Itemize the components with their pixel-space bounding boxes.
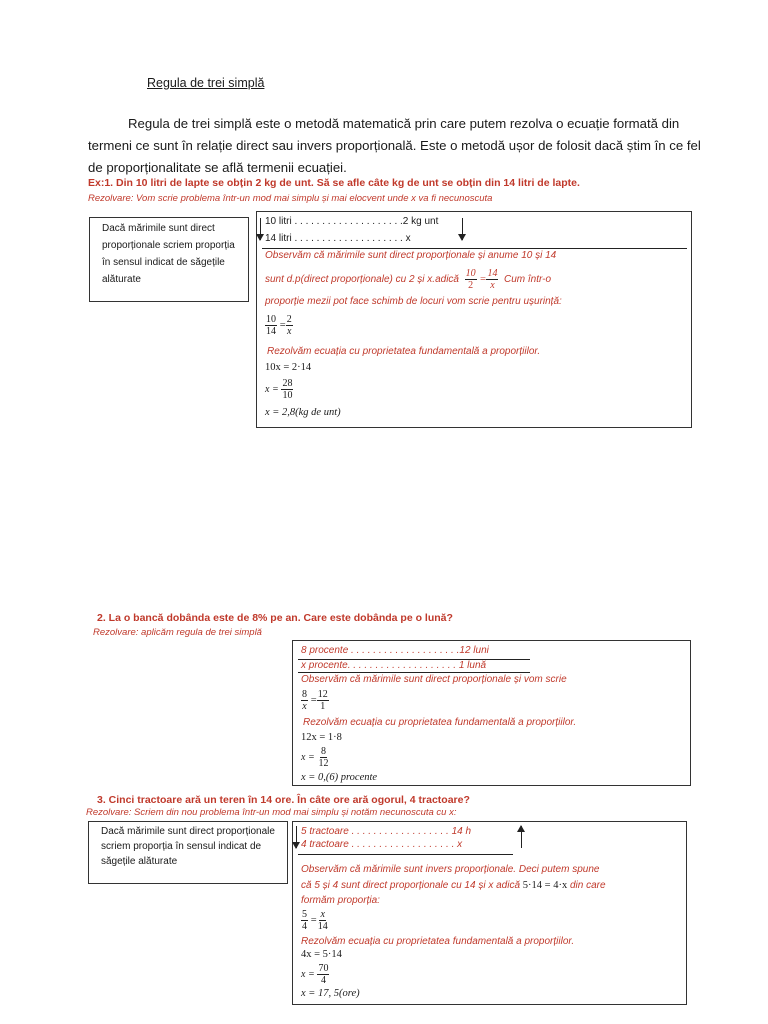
divider (262, 248, 687, 249)
ex3-note-box (88, 821, 288, 884)
fraction: $\frac{10}{2}$ (465, 268, 476, 291)
ex1-heading: Ex:1. Din 10 litri de lapte se obțin 2 kg de unt. Să se afle câte kg de unt se obțin din 14 litri de lapte. (88, 177, 580, 189)
ex3-obs-a: Observăm că mărimile sunt invers proporționale. Deci putem spune (301, 864, 600, 875)
ex1-line1: 10 litri . . . . . . . . . . . . . . . . . . . .2 kg unt (265, 216, 439, 227)
ex3-obs-b-math: 5·14 = 4·x (522, 880, 568, 891)
ex1-eq3: x = 2,8(kg de unt) (265, 407, 341, 418)
ex2-eq2: x = $\frac{8}{12}$ (301, 746, 329, 769)
ex3-obs-b-pre: că 5 și 4 sunt direct proporționale cu 14 și x adică (301, 880, 521, 891)
ex2-proportion: $\frac{8}{x}$ = $\frac{12}{1}$ (302, 689, 328, 712)
ex3-rezolvare: Rezolvare: Scriem din nou problema într-un mod mai simplu și notăm necunoscuta cu x: (86, 807, 457, 818)
ex3-proportion: $\frac{5}{4}$ = $\frac{x}{14}$ (302, 909, 328, 932)
ex1-line2: 14 litri . . . . . . . . . . . . . . . . . . . . x (265, 233, 411, 244)
ex2-eq3: x = 0,(6) procente (301, 772, 378, 783)
divider (298, 854, 513, 855)
ex3-heading: 3. Cinci tractoare ară un teren în 14 ore. În câte ore ară ogorul, 4 tractoare? (97, 794, 470, 806)
ex1-eq1: 10x = 2·14 (265, 362, 312, 373)
ex1-eq2: x = $\frac{28}{10}$ (265, 378, 293, 401)
ex2-heading: 2. La o bancă dobânda este de 8% pe an. Care este dobânda pe o lună? (97, 612, 453, 624)
ex2-line1: 8 procente . . . . . . . . . . . . . . . . . . . .12 luni (301, 645, 489, 656)
ex1-obs-c: proporție mezii pot face schimb de locuri vom scrie pentru ușurință: (265, 296, 562, 307)
ex2-solution-box (292, 640, 691, 786)
ex3-note-text: Dacă mărimile sunt direct proporționale scriem proporția în sensul indicat de săgețile alăturate (101, 826, 275, 867)
divider (298, 672, 530, 673)
page-title: Regula de trei simplă (147, 76, 265, 90)
intro-paragraph: Regula de trei simplă este o metodă matematică prin care putem rezolva o ecuație formată din termeni ce sunt în relație direct sau invers proporțională. Este o metodă ușor de folosit dacă știm în ce fel de proporționalitate se află termenii ecuației. (88, 116, 701, 175)
ex3-line1: 5 tractoare . . . . . . . . . . . . . . . . . . 14 h (301, 826, 472, 837)
ex2-rez-ecuatie: Rezolvăm ecuația cu proprietatea fundamentală a proporțiilor. (303, 717, 577, 728)
arrow-up-icon (521, 826, 522, 848)
ex3-obs-c: formăm proporția: (301, 895, 380, 906)
ex1-note-box (89, 217, 249, 302)
ex3-obs-b (301, 880, 606, 891)
arrow-down-icon (260, 218, 261, 240)
ex1-solution-box (256, 211, 692, 428)
arrow-down-icon (296, 826, 297, 848)
ex1-obs-b: sunt d.p(direct proporționale) cu 2 și x.adică $\frac{10}{2}$ = $\frac{14}{x}$ Cum într-o (265, 268, 552, 291)
ex2-line2: x procente. . . . . . . . . . . . . . . . . . . . 1 lună (301, 660, 487, 671)
ex3-eq2: x = $\frac{70}{4}$ (301, 963, 329, 986)
ex2-obs: Observăm că mărimile sunt direct proporționale și vom scrie (301, 674, 567, 685)
ex3-obs-b-post: din care (570, 880, 606, 891)
ex1-rez-ecuatie: Rezolvăm ecuația cu proprietatea fundamentală a proporțiilor. (267, 346, 541, 357)
ex2-eq1: 12x = 1·8 (301, 732, 342, 743)
ex3-eq3: x = 17, 5(ore) (301, 988, 360, 999)
ex3-eq1: 4x = 5·14 (301, 949, 342, 960)
ex3-rez-ecuatie: Rezolvăm ecuația cu proprietatea fundamentală a proporțiilor. (301, 936, 575, 947)
ex1-obs-b-pre: sunt d.p(direct proporționale) cu 2 și x.adică (265, 274, 459, 286)
ex1-note-text: Dacă mărimile sunt direct proporționale scriem proporția în sensul indicat de săgețile alăturate (102, 223, 235, 285)
ex1-rezolvare: Rezolvare: Vom scrie problema într-un mod mai simplu și mai elocvent unde x va fi necunoscuta (88, 193, 493, 204)
fraction: $\frac{14}{x}$ (487, 268, 498, 291)
arrow-down-icon (462, 218, 463, 240)
ex3-solution-box (292, 821, 687, 1005)
ex1-obs-b-post: Cum într-o (504, 274, 552, 286)
ex3-line2: 4 tractoare . . . . . . . . . . . . . . . . . . . x (301, 839, 463, 850)
ex2-rezolvare: Rezolvare: aplicăm regula de trei simplă (93, 627, 262, 638)
ex1-proportion: $\frac{10}{14}$ = $\frac{2}{x}$ (266, 314, 292, 337)
ex1-obs-a: Observăm că mărimile sunt direct proporționale și anume 10 și 14 (265, 250, 557, 261)
